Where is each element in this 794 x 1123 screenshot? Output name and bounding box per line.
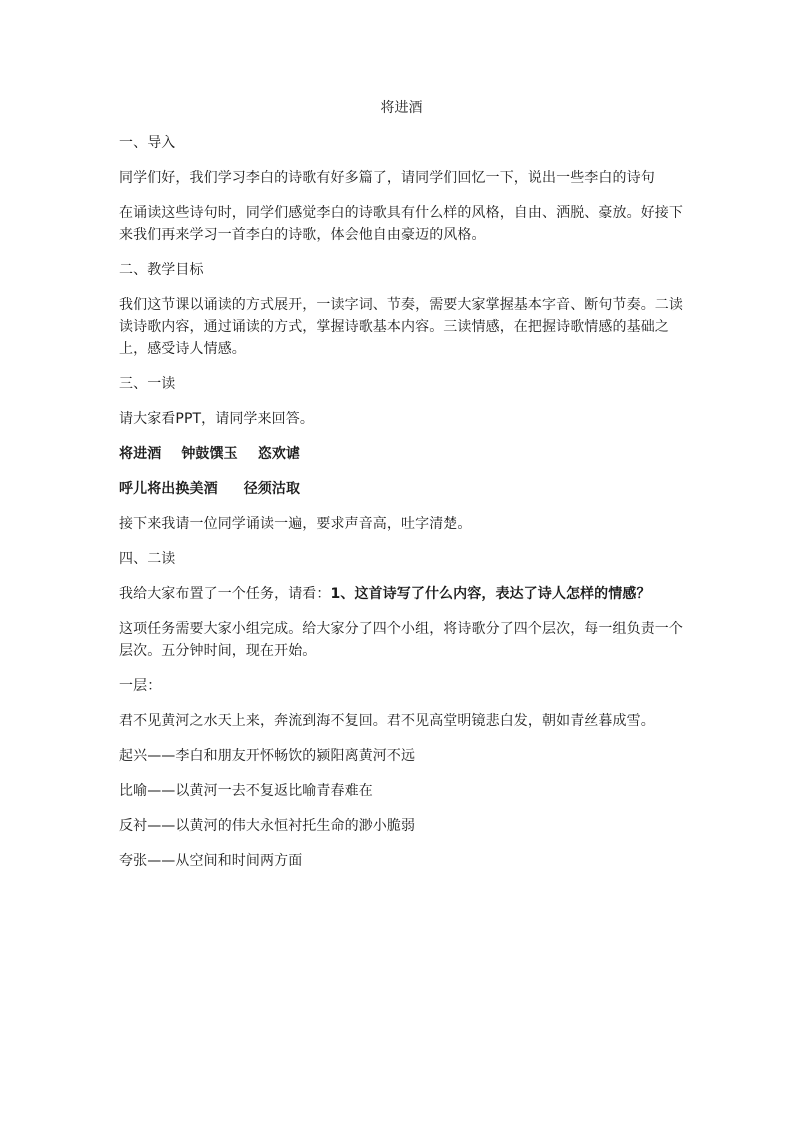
- section-heading-intro: 一、导入: [119, 135, 176, 151]
- note-line: 比喻——以黄河一去不复返比喻青春难在: [119, 783, 373, 799]
- section-heading-second-reading: 四、二读: [119, 551, 176, 567]
- vocab-word: 呼儿将出换美酒: [119, 481, 218, 497]
- vocab-word: 恣欢谑: [257, 446, 301, 462]
- layer-1-heading: 一层：: [119, 678, 162, 694]
- layer-1-poem: 君不见黄河之水天上来，奔流到海不复回。君不见高堂明镜悲白发，朝如青丝暮成雪。: [119, 713, 655, 729]
- first-reading-paragraph-2: 接下来我请一位同学诵读一遍，要求声音高，吐字清楚。: [119, 516, 472, 532]
- vocabulary-line-2: [119, 478, 684, 500]
- goals-paragraph: 我们这节课以诵读的方式展开，一读字词、节奏，需要大家掌握基本字音、断句节奏。二读读诗歌内容，通过诵读的方式，掌握诗歌基本内容。三读情感，在把握诗歌情感的基础之上，感受诗人情感。: [119, 297, 683, 357]
- intro-paragraph-2: 在诵读这些诗句时，同学们感觉李白的诗歌具有什么样的风格，自由、洒脱、豪放。好接下来我们再来学习一首李白的诗歌，体会他自由豪迈的风格。: [119, 205, 683, 243]
- section-heading-first-reading: 三、一读: [119, 376, 176, 392]
- group-task-paragraph: 这项任务需要大家小组完成。给大家分了四个小组，将诗歌分了四个层次，每一组负责一个层次。五分钟时间，现在开始。: [119, 621, 683, 659]
- vocabulary-line-1: [119, 443, 684, 465]
- vocab-word: 将进酒: [119, 446, 162, 462]
- note-line: 起兴——李白和朋友开怀畅饮的颍阳离黄河不远: [119, 748, 416, 764]
- first-reading-paragraph-1: 请大家看PPT，请同学来回答。: [119, 411, 314, 427]
- vocab-word: 径须沽取: [243, 481, 301, 497]
- note-line: 夸张——从空间和时间两方面: [119, 853, 303, 869]
- intro-paragraph-1: 同学们好，我们学习李白的诗歌有好多篇了，请同学们回忆一下，说出一些李白的诗句: [119, 170, 655, 186]
- task-question: 1、这首诗写了什么内容，表达了诗人怎样的情感？: [330, 586, 651, 602]
- note-line: 反衬——以黄河的伟大永恒衬托生命的渺小脆弱: [119, 818, 416, 834]
- document-title: 将进酒: [380, 100, 423, 116]
- document-page: [119, 98, 684, 885]
- section-heading-goals: 二、教学目标: [119, 262, 204, 278]
- task-lead: 我给大家布置了一个任务，请看：: [119, 586, 331, 602]
- vocab-word: 钟鼓馔玉: [181, 446, 238, 462]
- task-paragraph: [119, 583, 684, 605]
